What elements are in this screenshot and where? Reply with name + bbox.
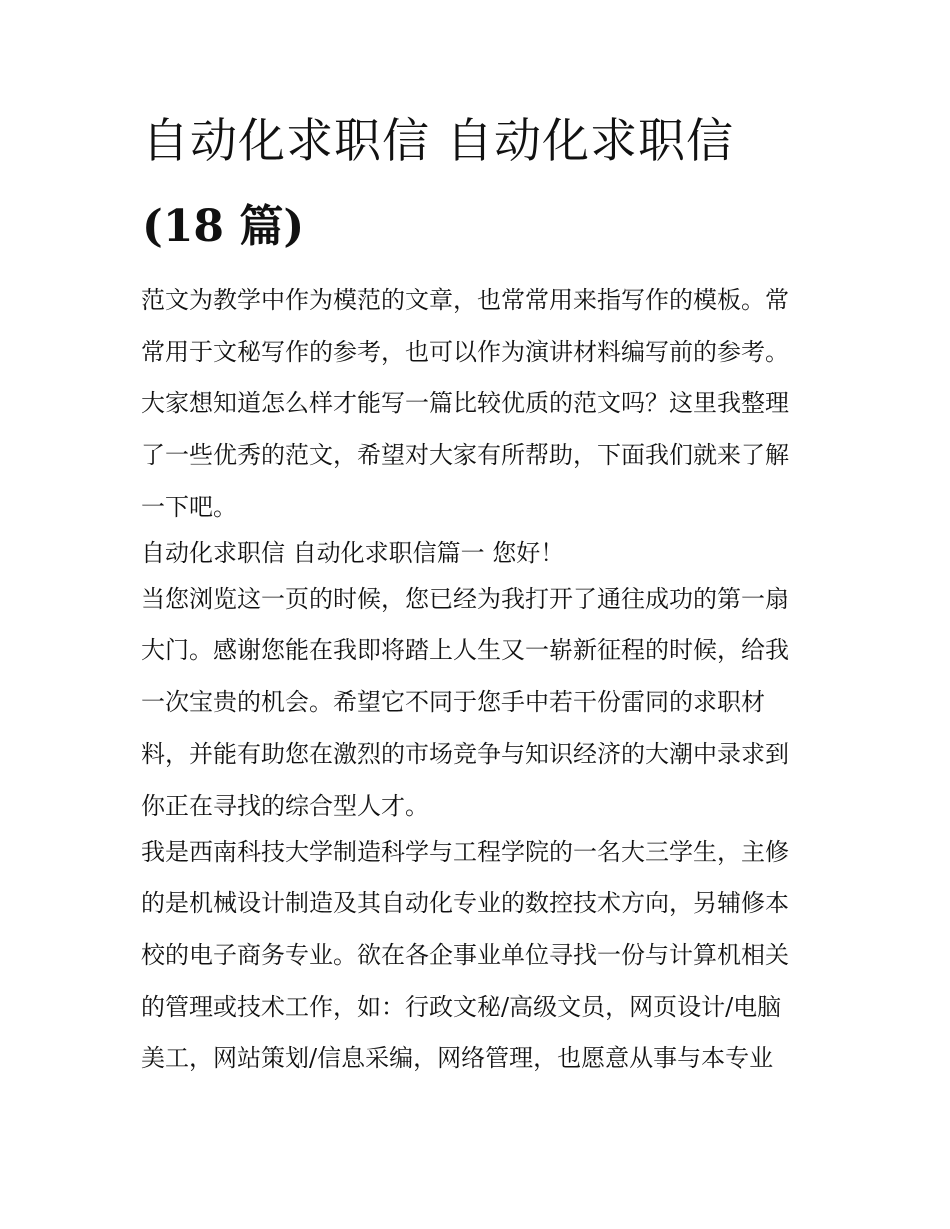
body-line: 当您浏览这一页的时候，您已经为我打开了通往成功的第一扇: [141, 584, 789, 613]
body-line: 校的电子商务专业。欲在各企事业单位寻找一份与计算机相关: [141, 940, 789, 969]
body-line: 我是西南科技大学制造科学与工程学院的一名大三学生，主修: [141, 837, 789, 866]
body-line: 大家想知道怎么样才能写一篇比较优质的范文吗？这里我整理: [141, 389, 789, 418]
body-line: 你正在寻找的综合型人才。: [141, 791, 429, 820]
body-line: 一次宝贵的机会。希望它不同于您手中若干份雷同的求职材: [141, 688, 765, 717]
document-subtitle: (18 篇): [142, 201, 305, 252]
body-line: 常用于文秘写作的参考，也可以作为演讲材料编写前的参考。: [141, 337, 789, 366]
greeting-line: 自动化求职信 自动化求职信篇一 您好！: [141, 538, 565, 567]
body-line: 了一些优秀的范文，希望对大家有所帮助，下面我们就来了解: [141, 441, 789, 470]
document-title: 自动化求职信 自动化求职信: [142, 114, 734, 169]
body-line: 美工，网站策划/信息采编，网络管理，也愿意从事与本专业: [141, 1044, 774, 1073]
body-line: 一下吧。: [141, 492, 237, 521]
document-body: [141, 282, 841, 1092]
body-line: 的是机械设计制造及其自动化专业的数控技术方向，另辅修本: [141, 889, 789, 918]
body-line: 大门。感谢您能在我即将踏上人生又一崭新征程的时候，给我: [141, 636, 789, 665]
body-line: 料，并能有助您在激烈的市场竞争与知识经济的大潮中录求到: [141, 739, 789, 768]
body-line: 范文为教学中作为模范的文章，也常常用来指写作的模板。常: [141, 286, 789, 314]
body-line: 的管理或技术工作，如：行政文秘/高级文员，网页设计/电脑: [141, 992, 782, 1021]
